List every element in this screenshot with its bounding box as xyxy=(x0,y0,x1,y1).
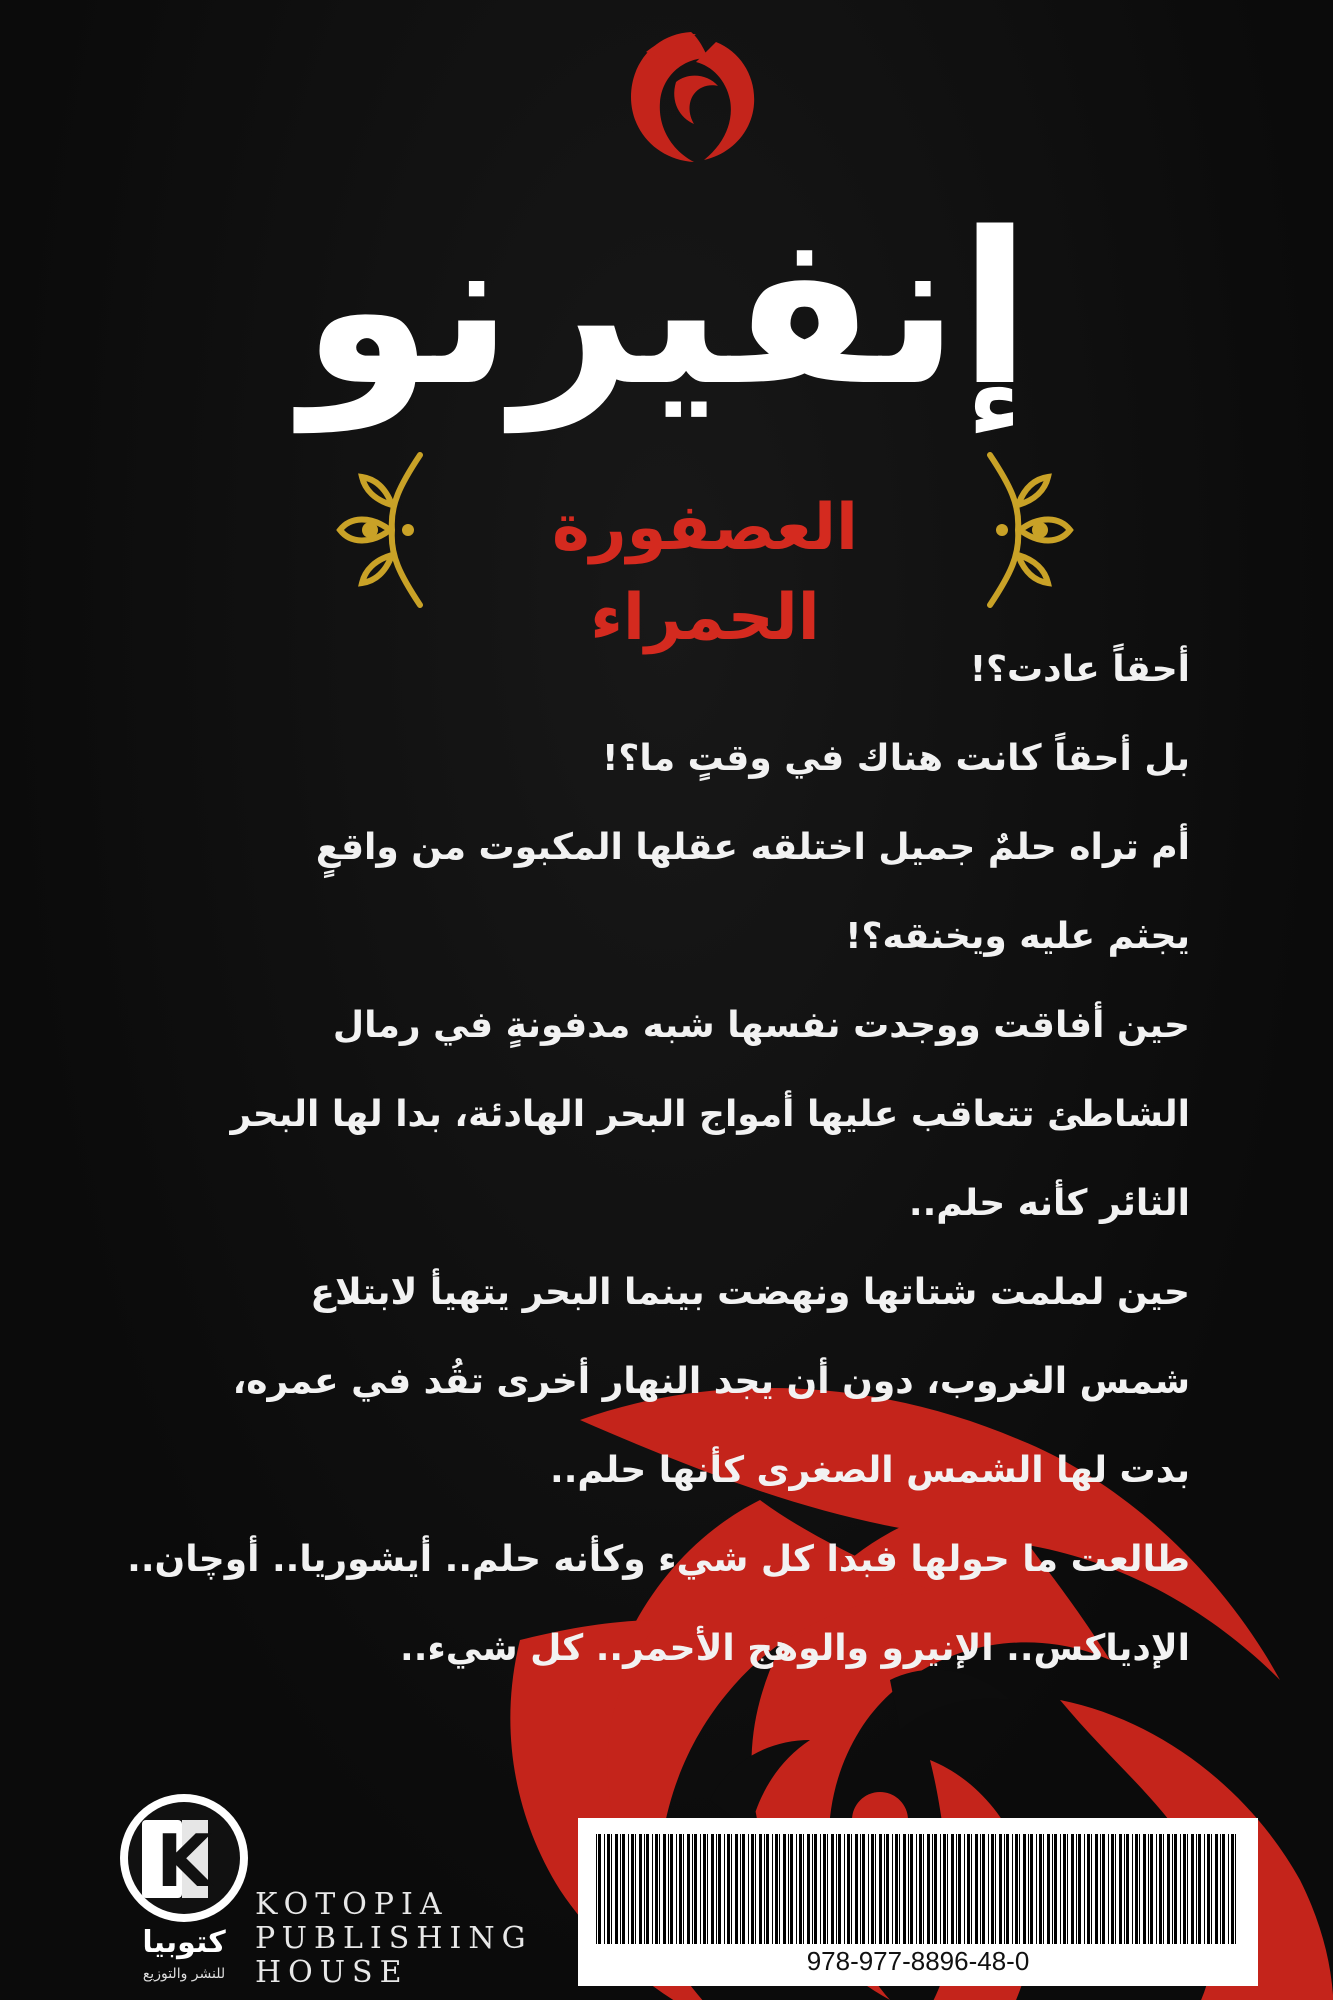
publisher-name-line: KOTOPIA xyxy=(255,1887,449,1922)
blurb-line: بدت لها الشمس الصغرى كأنها حلم.. xyxy=(550,1450,1190,1491)
blurb-line: طالعت ما حولها فبدا كل شيء وكأنه حلم.. أيشوريا.. أوچان.. xyxy=(127,1539,1190,1580)
back-cover-blurb xyxy=(127,625,1190,1693)
isbn-barcode xyxy=(578,1818,1258,1986)
blurb-line: أم تراه حلمٌ جميل اختلقه عقلها المكبوت من واقعٍ xyxy=(315,827,1190,868)
blurb-line: الإدياكس.. الإنيرو والوهج الأحمر.. كل شيء.. xyxy=(400,1628,1190,1669)
subtitle-banner xyxy=(330,445,1080,655)
book-title: إنفيرنو xyxy=(302,187,1031,432)
gold-ornament-left-icon xyxy=(330,445,440,615)
blurb-line: الثائر كأنه حلم.. xyxy=(908,1183,1190,1224)
book-subtitle: العصفورة الحمراء xyxy=(552,491,858,655)
blurb-line: أحقاً عادت؟! xyxy=(969,649,1190,690)
isbn-number: 978-977-8896-48-0 xyxy=(806,1946,1030,1976)
publisher-arabic-name: كتوبيا xyxy=(142,1925,226,1960)
blurb-line: الشاطئ تتعاقب عليها أمواج البحر الهادئة، بدا لها البحر xyxy=(230,1094,1190,1135)
blurb-line: شمس الغروب، دون أن يجد النهار أخرى تقُد في عمره، xyxy=(232,1361,1190,1402)
barcode-bars-icon xyxy=(596,1834,1240,1944)
phoenix-emblem-icon xyxy=(616,22,766,172)
publisher-logo-letter: K xyxy=(156,1819,212,1903)
publisher-name-line: PUBLISHING xyxy=(255,1921,533,1956)
publisher-name xyxy=(255,1888,533,1990)
publisher-arabic-tagline: للنشر والتوزيع xyxy=(142,1966,226,1982)
blurb-line: حين أفاقت ووجدت نفسها شبه مدفونةٍ في رمال xyxy=(332,1005,1190,1046)
blurb-line: حين لملمت شتاتها ونهضت بينما البحر يتهيأ لابتلاع xyxy=(310,1272,1190,1313)
blurb-line: بل أحقاً كانت هناك في وقتٍ ما؟! xyxy=(602,738,1190,779)
gold-ornament-right-icon xyxy=(970,445,1080,615)
publisher-name-line: HOUSE xyxy=(255,1955,409,1990)
blurb-line: يجثم عليه ويخنقه؟! xyxy=(845,916,1190,957)
publisher-logo xyxy=(112,1790,257,1990)
